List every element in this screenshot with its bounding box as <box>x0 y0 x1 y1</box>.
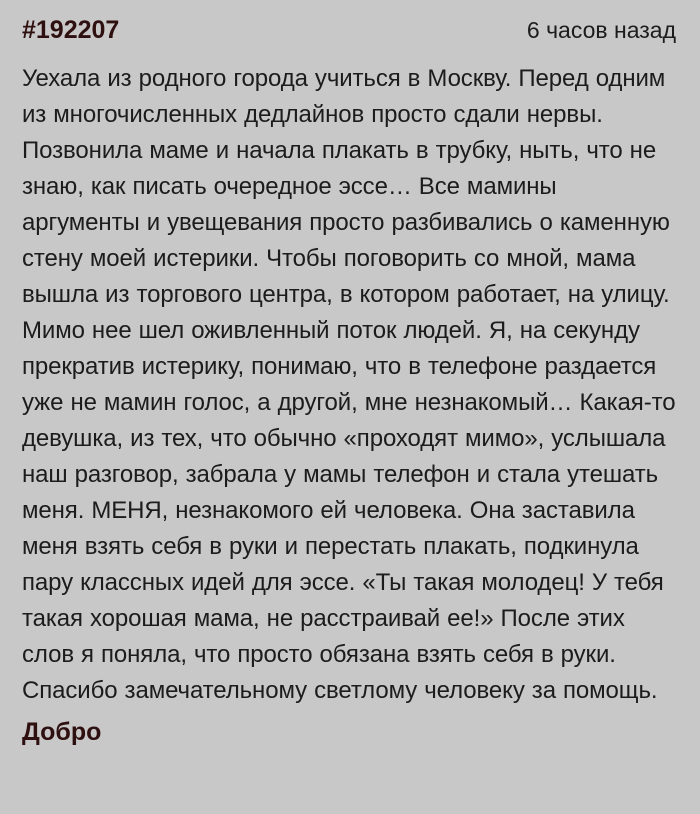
post-body-text: Уехала из родного города учиться в Москву. Перед одним из многочисленных дедлайнов просто сдали нервы. Позвонила маме и начала плакать в трубку, ныть, что не знаю, как писать очередное эссе… Все мамины аргументы и увещевания просто разбивались о каменную стену моей истерики. Чтобы поговорить со мной, мама вышла из торгового центра, в котором работает, на улицу. Мимо нее шел оживленный поток людей. Я, на секунду прекратив истерику, понимаю, что в телефоне раздается уже не мамин голос, а другой, мне незнакомый… Какая-то девушка, из тех, что обычно «проходят мимо», услышала наш разговор, забрала у мамы телефон и стала утешать меня. МЕНЯ, незнакомого ей человека. Она заставила меня взять себя в руки и перестать плакать, подкинула пару классных идей для эссе. «Ты такая молодец! У тебя такая хорошая мама, не расстраивай ее!» После этих слов я поняла, что просто обязана взять себя в руки. Спасибо замечательному светлому человеку за помощь. <box>22 65 676 704</box>
post-timestamp: 6 часов назад <box>526 17 676 43</box>
post-tag-link[interactable]: Добро <box>22 718 102 746</box>
post-header <box>22 15 676 45</box>
post-id-link[interactable]: #192207 <box>22 16 120 44</box>
